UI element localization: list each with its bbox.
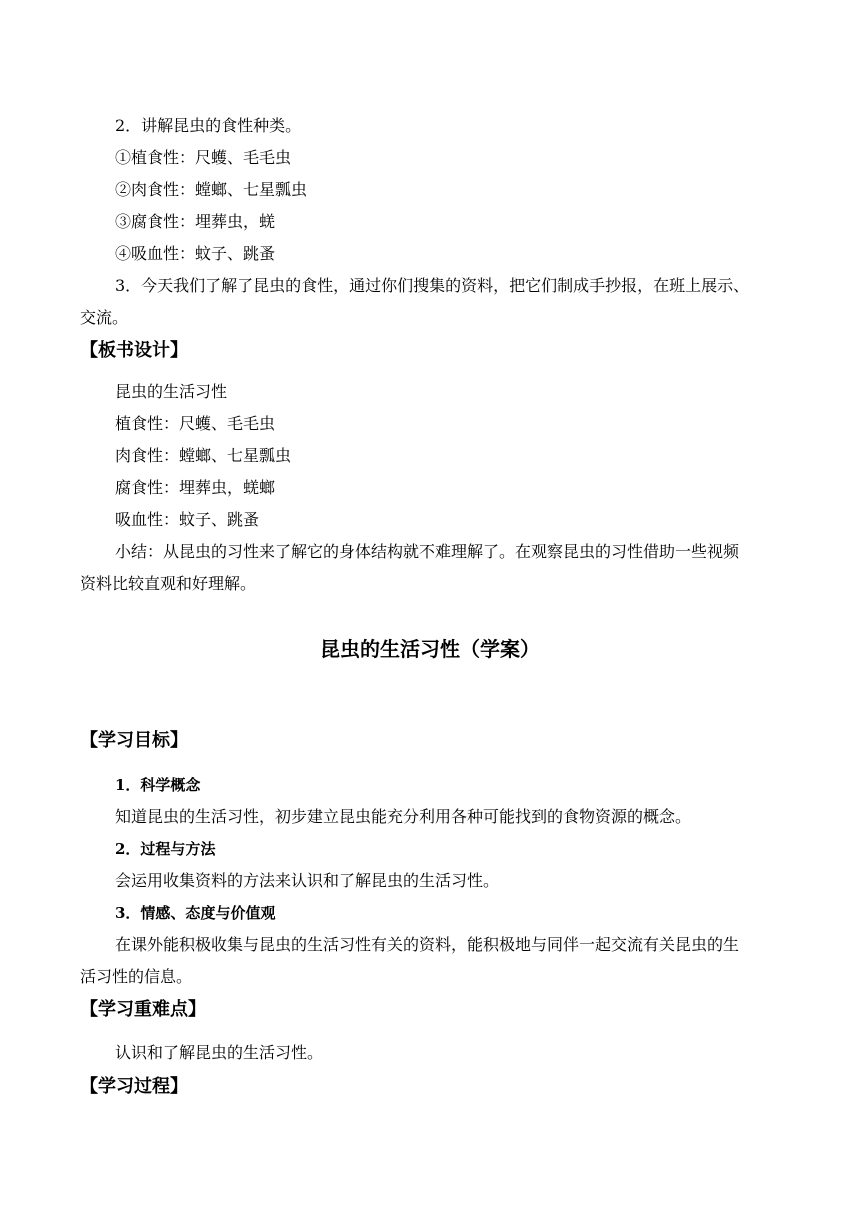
goal-3-text: 在课外能积极收集与昆虫的生活习性有关的资料，能积极地与同伴一起交流有关昆虫的生 [115, 935, 740, 954]
key-points-text: 认识和了解昆虫的生活习性。 [115, 1043, 324, 1062]
board-design-heading: 【板书设计】 [80, 340, 188, 361]
teaching-step-3-cont: 交流。 [80, 308, 129, 327]
board-line-herbivore: 植食性：尺蠖、毛毛虫 [115, 414, 276, 433]
goal-3-text-cont: 活习性的信息。 [80, 967, 193, 986]
diet-item-bloodsucker: ④吸血性：蚊子、跳蚤 [115, 244, 276, 263]
goal-2-title: 2．过程与方法 [115, 840, 216, 858]
process-heading: 【学习过程】 [80, 1076, 188, 1097]
board-design-title: 昆虫的生活习性 [115, 382, 228, 401]
board-line-carnivore: 肉食性：螳螂、七星瓢虫 [115, 446, 292, 465]
summary-text-cont: 资料比较直观和好理解。 [80, 574, 257, 593]
learning-goals-heading: 【学习目标】 [80, 730, 188, 751]
key-points-heading: 【学习重难点】 [80, 999, 206, 1020]
diet-item-carnivore: ②肉食性：螳螂、七星瓢虫 [115, 180, 308, 199]
goal-1-title: 1．科学概念 [115, 776, 201, 794]
summary-text: 小结：从昆虫的习性来了解它的身体结构就不难理解了。在观察昆虫的习性借助一些视频 [115, 542, 740, 561]
board-line-bloodsucker: 吸血性：蚊子、跳蚤 [115, 510, 260, 529]
board-line-saprophage: 腐食性：埋葬虫，蜣螂 [115, 478, 276, 497]
goal-1-text: 知道昆虫的生活习性，初步建立昆虫能充分利用各种可能找到的食物资源的概念。 [115, 807, 692, 826]
teaching-step-2: 2．讲解昆虫的食性种类。 [115, 116, 302, 135]
goal-3-title: 3．情感、态度与价值观 [115, 904, 276, 922]
doc-title: 昆虫的生活习性（学案） [320, 637, 540, 661]
diet-item-saprophage: ③腐食性：埋葬虫，蜣 [115, 212, 276, 231]
teaching-step-3: 3．今天我们了解了昆虫的食性，通过你们搜集的资料，把它们制成手抄报，在班上展示、 [115, 276, 750, 295]
diet-item-herbivore: ①植食性：尺蠖、毛毛虫 [115, 148, 292, 167]
goal-2-text: 会运用收集资料的方法来认识和了解昆虫的生活习性。 [115, 871, 500, 890]
